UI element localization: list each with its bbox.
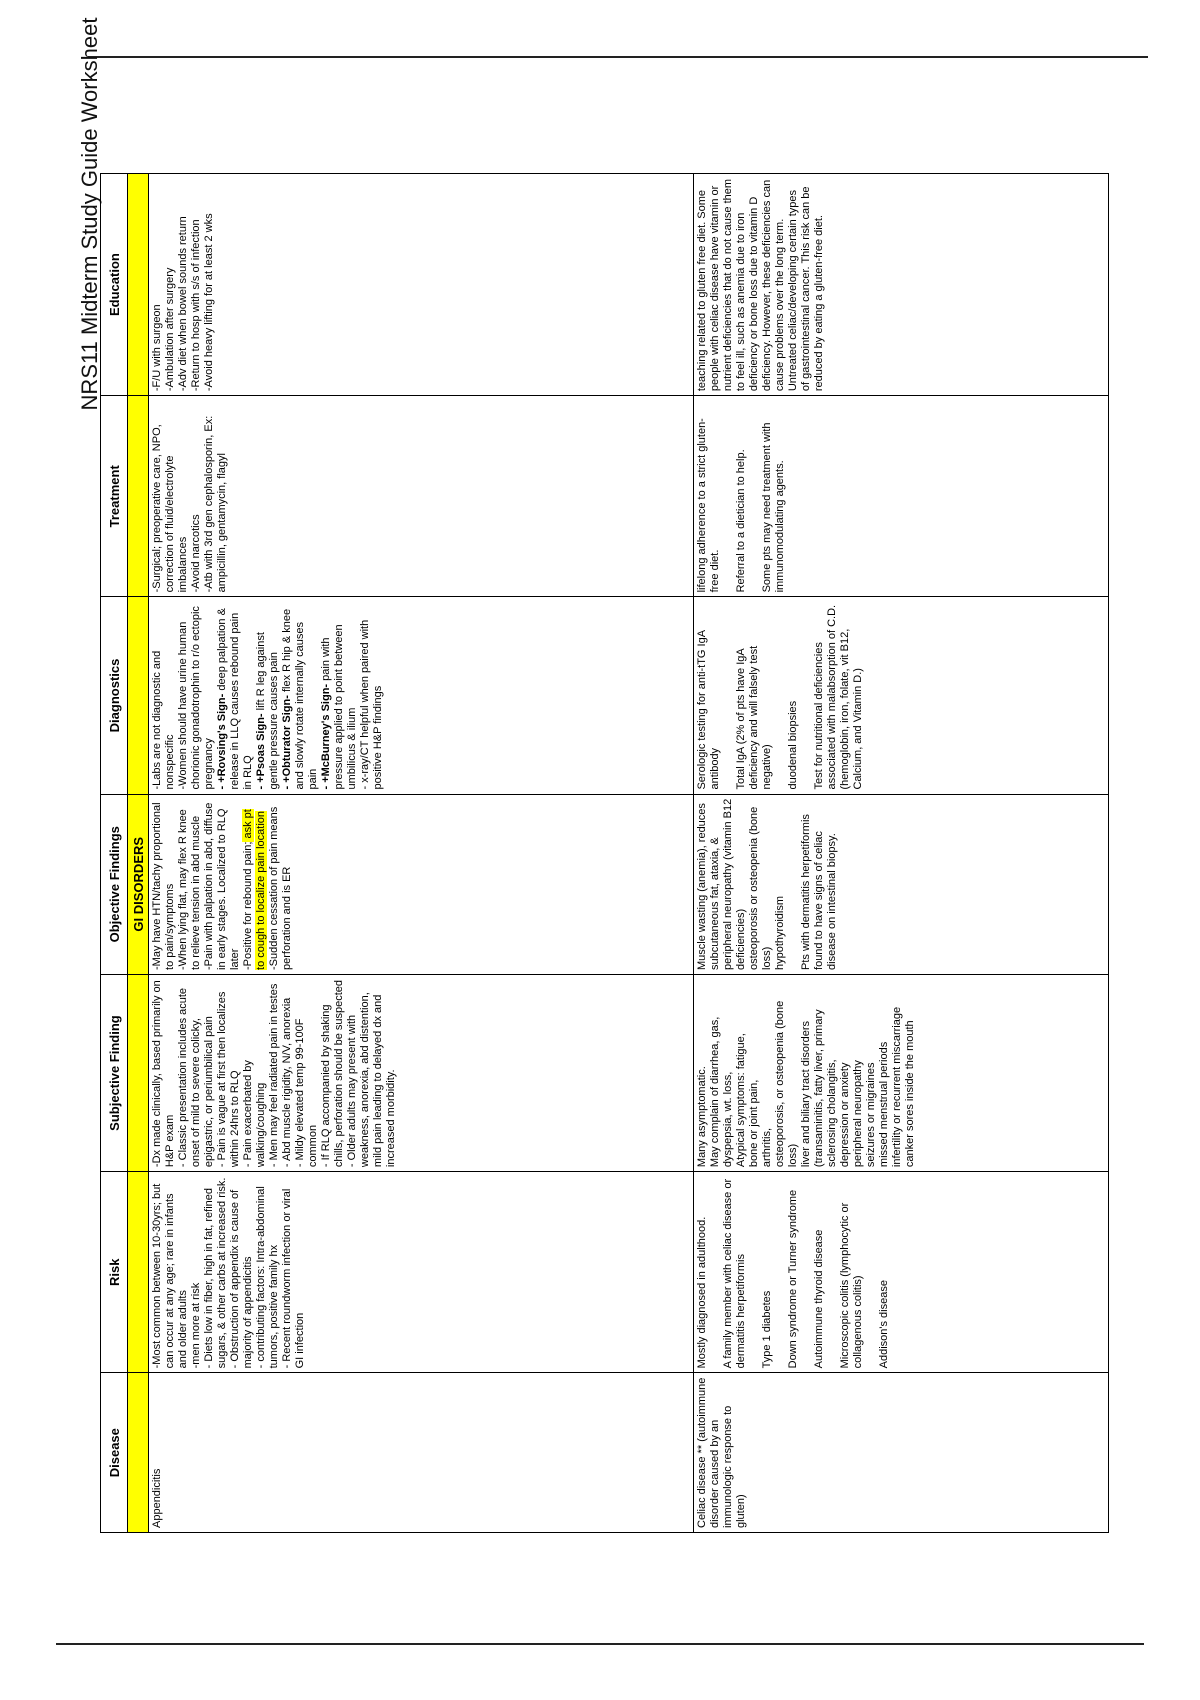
study-guide-table [100,173,1109,1533]
header-row [101,174,128,1533]
treatment-line: -Avoid narcotics [190,514,202,593]
section-title: GI DISORDERS [128,794,149,974]
section-row [128,174,149,1533]
line-gap [722,400,735,592]
risk-line: Addison's disease [878,1280,890,1369]
subjective-line: liver and biliary tract disorders (transaminitis, fatty liver, primary sclerosing cholangitis, [800,1009,838,1168]
subjective-line: peripheral neuropathy [852,1060,864,1168]
table-row [694,174,1109,1533]
objective-line: hypothyroidism [774,896,786,970]
treatment-line: Some pts may need treatment with immunomodulating agents. [761,422,786,593]
risk-line: Down syndrome or Turner syndrome [787,1189,799,1369]
header-objective: Objective Findings [101,794,128,974]
sign-description: flex R hip & knee and slowly rotate internally causes pain [281,608,319,790]
objective-line [242,799,268,970]
sign-name: - +Obturator Sign- [281,695,293,790]
diagnostics-cell [694,597,1109,794]
header-education: Education [101,174,128,396]
line-gap [826,1176,839,1368]
diagnostics-line: Serologic testing for anti-tTG IgA antibody [696,630,721,790]
risk-cell [149,1172,694,1373]
header-risk: Risk [101,1172,128,1373]
subjective-line: - Men may feel radiated pain in testes [268,983,280,1168]
line-gap [800,1176,813,1368]
treatment-line: lifelong adherence to a strict gluten-free diet. [696,418,721,593]
risk-cell [694,1172,1109,1373]
subjective-cell [694,974,1109,1171]
risk-line: Microscopic colitis (lymphocytic or collagenous colitis) [839,1202,864,1369]
education-line: -Adv diet when bowel sounds return [177,216,189,392]
page-title: NRS11 Midterm Study Guide Worksheet [77,17,102,411]
subjective-line: - Classic presentation includes acute onset of mild to severe colicky, epigastric, or periumbilical pain [177,987,215,1168]
header-subjective: Subjective Finding [101,974,128,1171]
diagnostics-line [281,601,320,789]
education-cell: teaching related to gluten free diet. Some people with celiac disease have vitamin or nutrient deficiencies that do not cause them to feel ill, such as anemia due to iron deficiency or bone loss due to vitamin D deficiency. However, these deficiencies can cause problems over the long term. Untreated celiac/developing certain types of gastrointestinal cancer. This risk can be reduced by eating a gluten-free diet. [694,174,1109,396]
line-gap [748,1176,761,1368]
diagnostics-line [216,601,255,789]
subjective-line: bone or joint pain, [748,1079,760,1168]
education-line: -F/U with surgeon [151,304,163,392]
risk-line: - Obstruction of appendix is cause of majority of appendicitis [229,1189,254,1369]
line-gap [787,799,800,970]
risk-line: Autoimmune thyroid disease [813,1229,825,1369]
header-diagnostics: Diagnostics [101,597,128,794]
treatment-cell [694,396,1109,597]
sign-name: - +McBurney's Sign- [320,683,332,790]
sign-name: - +Psoas Sign- [255,713,267,790]
header-rule [88,56,1148,58]
objective-line: -May have HTN/tachy proportional to pain/symptoms [151,802,176,970]
diagnostics-line: -Women should have urine human chorionic gonadotrophin to r/o ectopic pregnancy [177,606,215,790]
disease-cell: Celiac disease ** (autoimmune disorder caused by an immunologic response to gluten) [694,1373,1109,1533]
treatment-cell [149,396,694,597]
subjective-line: May complain of diarrhea, gas, dyspepsia, wt. loss, [709,1016,734,1168]
diagnostics-line: duodenal biopsies [787,700,799,790]
subjective-line: osteoporosis, or osteopenia (bone loss) [774,1000,799,1168]
treatment-line: -Surgical; preoperative care, NPO, correction of fluid/electrolyte imbalances [151,424,189,593]
objective-line: -When lying flat, may flex R knee to relieve tension in abd muscle [177,809,202,970]
objective-line: osteoporosis or osteopenia (bone loss) [748,806,773,970]
subjective-line: canker sores inside the mouth [904,1020,916,1168]
objective-line: Pts with dermatitis herpetiformis found to have signs of celiac disease on intestinal biopsy. [800,814,838,970]
diagnostics-line: Test for nutritional deficiencies associated with malabsorption of C.D. (hemoglobin, iron, folate, vit B12, Calcium, and Vitamin D.) [813,604,864,790]
line-gap [800,601,813,789]
education-line: -Return to hosp with s/s of infection [190,219,202,392]
line-gap [722,601,735,789]
subjective-line: - Pain exacerbated by walking/coughing [242,1060,267,1168]
line-gap [774,1176,787,1368]
risk-line: - contributing factors: Intra-abdominal tumors, positive family hx [255,1186,280,1369]
objective-line: Muscle wasting (anemia), reduces subcutaneous fat, ataxia, & peripheral neuropathy (vitamin B12 deficiencies) [696,798,747,970]
subjective-line: - Mildy elevated temp 99-100F common [294,1018,319,1168]
subjective-line: infertility or recurrent miscarriage [891,1006,903,1168]
treatment-line: Referral to a dietician to help. [735,449,747,593]
diagnostics-line: - x-ray/CT helpful when paired with positive H&P findings [359,619,384,790]
diagnostics-line: Total IgA (2% of pts have IgA deficiency and will falsely test negative) [735,645,773,790]
diagnostics-line: -Labs are not diagnostic and nonspecific [151,650,176,790]
subjective-line: - Older adults may present with weakness, anorexia, abd distention, mild pain leading to delayed dx and increased morbidity. [346,992,397,1168]
risk-line: Type 1 diabetes [761,1290,773,1369]
treatment-line: -Atb with 3rd gen cephalosporin, Ex: ampicillin, gentamycin, flagyl [203,415,228,593]
risk-line: Mostly diagnosed in adulthood. [696,1216,708,1369]
objective-cell [694,794,1109,974]
study-guide-table-wrapper [100,173,1150,1533]
subjective-line: - Abd muscle rigidity, N/V, anorexia [281,997,293,1168]
line-gap [774,601,787,789]
sign-name: - +Rovsing's Sign- [216,693,228,790]
objective-line: -Sudden cessation of pain means perforation and is ER [268,806,293,970]
disease-cell: Appendicitis [149,1373,694,1533]
risk-line: -Most common between 10-30yrs; but can occur at any age; rare in infants and older adults [151,1183,189,1369]
line-gap [865,1176,878,1368]
subjective-line: -Dx made clinically, based primarily on H&P exam [151,980,176,1168]
subjective-line: depression or anxiety [839,1062,851,1168]
objective-text: -Positive for rebound pain; [242,841,254,970]
education-line: -Ambulation after surgery [164,267,176,392]
header-disease: Disease [101,1373,128,1533]
sign-description: deep palpation & release in LLQ causes rebound pain in RLQ [216,608,254,790]
subjective-line: - If RLQ accompanied by shaking chills, perforation should be suspected [320,979,345,1168]
subjective-line: Atypical symptoms: fatigue, [735,1033,747,1168]
education-cell [149,174,694,396]
sign-description: lift R leg against gentle pressure causes pain [255,632,280,790]
table-row [149,174,694,1533]
subjective-line: missed menstrual periods [878,1041,890,1168]
risk-line: - Diets low in fiber, high in fat, refined sugars, & other carbs at increased risk. [203,1177,228,1369]
line-gap [709,1176,722,1368]
line-gap [748,400,761,592]
risk-line: A family member with celiac disease or dermatitis herpetiformis [722,1178,747,1369]
header-treatment: Treatment [101,396,128,597]
sign-description: pain with pressure applied to point between umbilicus & ilium [320,624,358,790]
diagnostics-line [320,601,359,789]
subjective-line: Many asymptomatic. [696,1066,708,1168]
subjective-line: arthritis, [761,1127,773,1168]
subjective-line: seizures or migraines [865,1062,877,1168]
objective-line: -Pain with palpation in abd, diffuse in early stages. Localized to RLQ later [203,802,241,970]
risk-line: -men more at risk [190,1282,202,1369]
diagnostics-line [255,601,281,789]
education-line: -Avoid heavy lifting for at least 2 wks [203,213,215,392]
objective-cell [149,794,694,974]
footer-rule [56,1643,1144,1645]
risk-line: - Recent roundworm infection or viral GI infection [281,1188,306,1369]
highlighted-text: ask pt to cough to localize pain location [242,809,267,970]
subjective-cell [149,974,694,1171]
diagnostics-cell [149,597,694,794]
subjective-line: - Pain is vague at first then localizes within 24hrs to RLQ [216,991,241,1168]
